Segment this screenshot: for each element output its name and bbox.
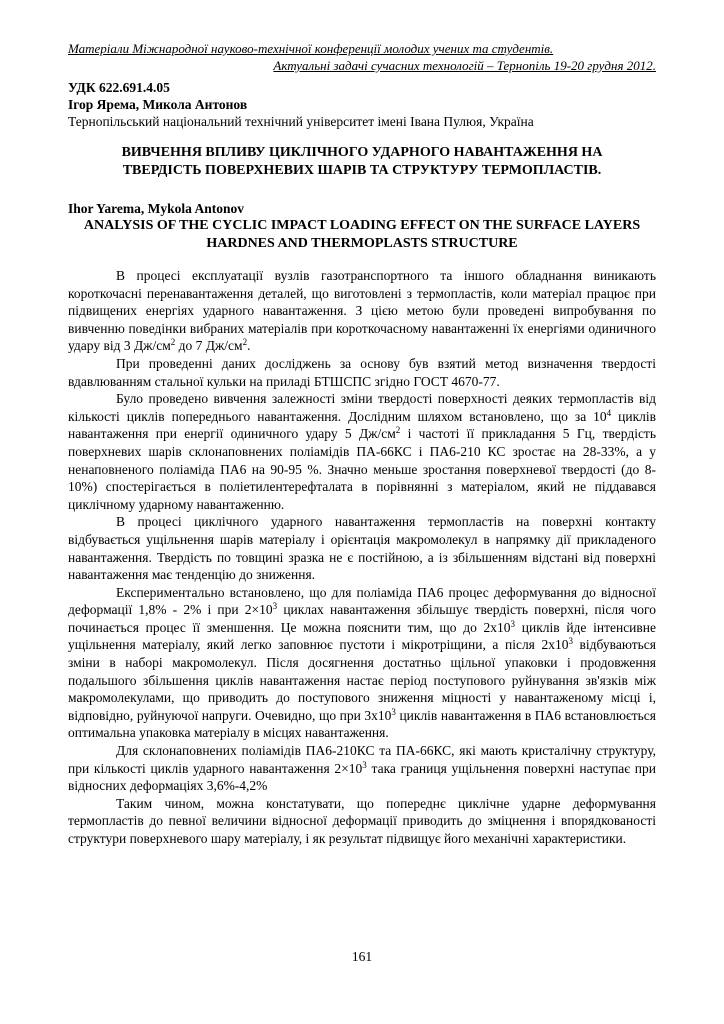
paragraph-3: Було проведено вивчення залежності зміни твердості поверхності деяких термопластів від кількості циклів попереднього навантаження. Дослідним шляхом встановлено, що за $10^4$ циклів навантаження при енергії одиничного удару 5 $Дж/см^2$ і частоті її прикладання 5 Гц, твердість поверхневих шарів склонаповнених поліамідів ПА-66КС і ПА6-210 КС зростає на 28-33%, а у ненаповненого поліаміда ПА6 на 90-95 %. Значно меньше зростання поверхневої твердості (до 8-10%) спостерігається в поліетилентерефталата в порівнянні з матеріалом, який не піддавався циклічному ударному навантаженню.: [68, 391, 656, 512]
title-ua: ВИВЧЕННЯ ВПЛИВУ ЦИКЛІЧНОГО УДАРНОГО НАВАНТАЖЕННЯ НА ТВЕРДІСТЬ ПОВЕРХНЕВИХ ШАРІВ ТА СТРУКТУРУ ТЕРМОПЛАСТІВ.: [121, 145, 603, 178]
authors-en: Ihor Yarema, Mykola Antonov: [68, 201, 245, 216]
authors-ua: Ігор Ярема, Микола Антонов: [68, 97, 248, 112]
paragraph-1: В процесі експлуатації вузлів газотранспортного та іншого обладнання виникають короткочасні перенавантаження деталей, що виготовлені з термопластів, коли матеріал працює при підвищених енергіях ударного навантаження. З цією метою були проведені випробування по вивченню поведінки вибраних матеріалів при короткочасному навантаженні їх енергіями одиничного удару від 3 $Дж/см^2$ до 7 $Дж/см^2$.: [68, 268, 656, 354]
paragraph-4: В процесі циклічного ударного навантаження термопластів на поверхні контакту відбувається ущільнення шарів матеріалу і орієнтація макромолекул в напрямку дії прикладеного навантаження. Твердість по товщині зразка не є постійною, а із збільшенням відстані від поверхні навантаження має тенденцію до зниження.: [68, 514, 656, 583]
page-number: 161: [351, 949, 373, 964]
paragraph-2: При проведенні даних досліджень за основу був взятий метод визначення твердості вдавлюванням стальної кульки на приладі БТШСПС згідно ГОСТ 4670-77.: [68, 355, 656, 389]
affiliation: Тернопільський національний технічний університет імені Івана Пулюя, Україна: [68, 114, 534, 129]
paragraph-5: Експериментально встановлено, що для поліаміда ПА6 процес деформування до відносної деформації 1,8% - 2% і при $2\times 10^3$ циклах навантаження збільшує твердість поверхні, після чого починається процес її зменшення. Це можна пояснити тим, що до $2х10^3$ циклів йде інтенсивне ущільнення матеріалу, який легко заповнює пустоти і мікротріщини, а після $2х10^3$ відбуваються зміни в наборі макромолекул. Після досягнення достатньо щільної упаковки і продовження подальшого збільшення циклів навантаження настає період поступового руйнування зв'язків між макромолекулами, що приводить до поступового зниження міцності у навантаженому місці і, відповідно, руйнуючої напруги. Очевидно, що при $3х10^3$ циклів навантаження в ПА6 встановлюється оптимальна упаковка матеріалу в місцях навантаження.: [68, 584, 657, 741]
article-body: [68, 267, 656, 848]
paragraph-7: Таким чином, можна констатувати, що попереднє циклічне ударне деформування термопластів до певної величини відносної деформації приводить до зміцнення і впорядкованості структури поверхневого шару матеріалу, і як результат підвищує його механічні характеристики.: [68, 795, 656, 846]
udk-code: УДК 622.691.4.05: [68, 80, 170, 95]
running-header-line1: Матеріали Міжнародної науково-технічної конференції молодих учених та студентів.: [68, 41, 554, 56]
running-header-line2: Актуальні задачі сучасних технологій – Тернопіль 19-20 грудня 2012.: [273, 58, 656, 73]
page-content: [68, 40, 656, 848]
paragraph-6: Для склонаповнених поліамідів ПА6-210КС та ПА-66КС, які мають кристалічну структуру, при кількості циклів ударного навантаження $2\times 10^3$ така границя ущільнення поверхні наступає при відносних деформаціях 3,6%-4,2%: [68, 743, 657, 794]
title-en: ANALYSIS OF THE CYCLIC IMPACT LOADING EFFECT ON THE SURFACE LAYERS HARDNES AND THERMOPLASTS STRUCTURE: [83, 218, 641, 251]
